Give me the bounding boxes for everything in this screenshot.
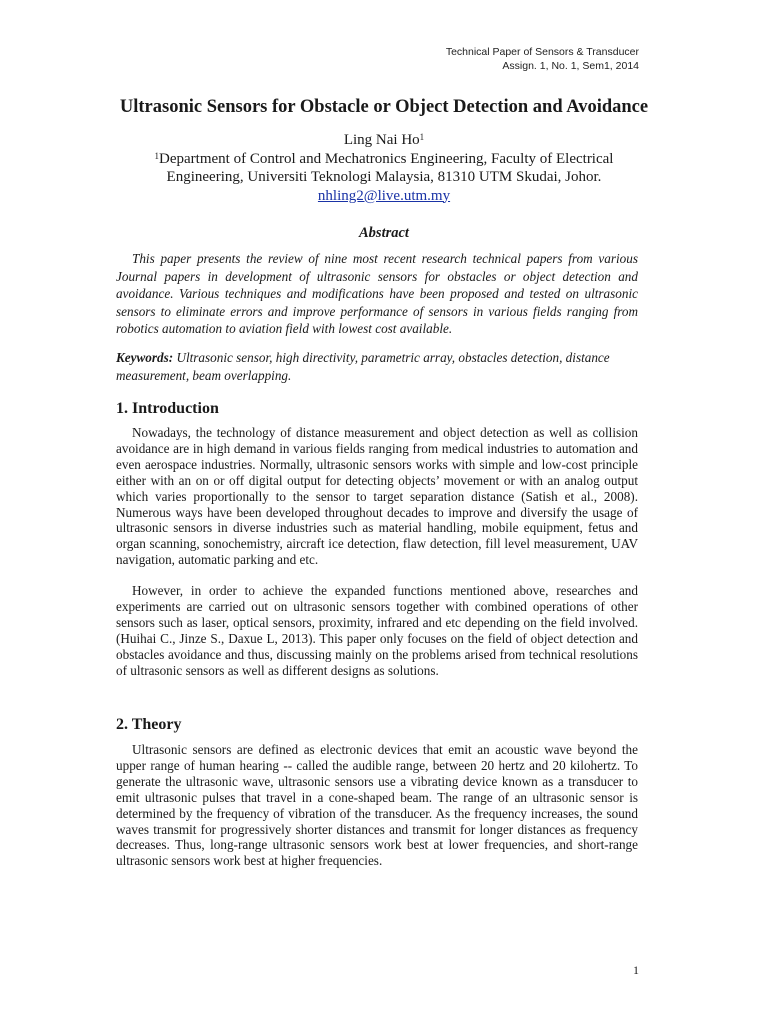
theory-heading: 2. Theory — [116, 716, 182, 733]
introduction-paragraph-1: Nowadays, the technology of distance measurement and object detection as well as collision avoidance are in high demand in various fields ranging from medical industries to automation and even aerospace industries. Normally, ultrasonic sensors works with simple and low-cost principle either with an on or off digital output for detecting objects’ movement or with an analog output which varies proportionally to the sensor to target separation distance (Satish et al., 2008). Numerous ways have been developed throughout decades to improve and diversify the usage of ultrasonic sensors in diverse industries such as material handling, mobile equipment, fetus and organ scanning, sonochemistry, aircraft ice detection, flaw detection, fill level measurement, UAV navigation, automatic parking and etc. — [116, 425, 638, 568]
author-name: Ling Nai Ho — [343, 132, 420, 148]
author-block — [0, 131, 768, 205]
issue-info: Assign. 1, No. 1, Sem1, 2014 — [502, 60, 639, 72]
introduction-heading: 1. Introduction — [116, 400, 219, 417]
abstract-heading: Abstract — [359, 225, 409, 241]
keywords — [116, 349, 638, 384]
running-header — [446, 45, 639, 73]
affiliation-text-1: Department of Control and Mechatronics Engineering, Faculty of Electrical — [159, 150, 614, 167]
abstract-text: This paper presents the review of nine most recent research technical papers from various Journal papers in development of ultrasonic sensors for obstacles or object detection and avoidance. Various techniques and modifications have been proposed and tested on ultrasonic sensors to eliminate errors and improve performance of sensors in various fields ranging from robotics automation to aviation field with lowest cost available. — [116, 251, 638, 337]
journal-name: Technical Paper of Sensors & Transducer — [445, 46, 639, 58]
author-email-link[interactable]: nhling2@live.utm.my — [317, 187, 451, 204]
author-line — [0, 131, 768, 150]
author-superscript: 1 — [419, 132, 425, 142]
page-number: 1 — [633, 963, 639, 977]
affiliation-superscript: 1 — [154, 150, 160, 161]
theory-paragraph-1: Ultrasonic sensors are defined as electronic devices that emit an acoustic wave beyond the upper range of human hearing -- called the audible range, between 20 hertz and 20 kilohertz. To generate the ultrasonic wave, ultrasonic sensors use a vibrating device known as a transducer to emit ultrasonic pulses that travel in a cone-shaped beam. The range of an ultrasonic sensor is determined by the frequency of vibration of the transducer. As the frequency increases, the sound waves transmit for progressively shorter distances and transmit for longer distances as frequency decreases. Thus, long-range ultrasonic sensors work best at lower frequencies, and short-range ultrasonic sensors work best at higher frequencies. — [116, 742, 638, 869]
affiliation-line-2: Engineering, Universiti Teknologi Malaysia, 81310 UTM Skudai, Johor. — [166, 169, 602, 185]
affiliation-line-1 — [0, 150, 768, 169]
introduction-paragraph-2: However, in order to achieve the expanded functions mentioned above, researches and experiments are carried out on ultrasonic sensors together with combined operations of other sensors such as laser, optical sensors, proximity, infrared and etc depending on the field involved. (Huihai C., Jinze S., Daxue L, 2013). This paper only focuses on the field of object detection and obstacles avoidance and thus, discussing mainly on the problems arised from technical resolutions of ultrasonic sensors as well as different designs as solutions. — [116, 583, 638, 678]
keywords-label: Keywords: — [116, 350, 174, 365]
paper-title: Ultrasonic Sensors for Obstacle or Object Detection and Avoidance — [119, 97, 649, 117]
keywords-text: Ultrasonic sensor, high directivity, parametric array, obstacles detection, distance measurement, beam overlapping. — [116, 350, 610, 383]
